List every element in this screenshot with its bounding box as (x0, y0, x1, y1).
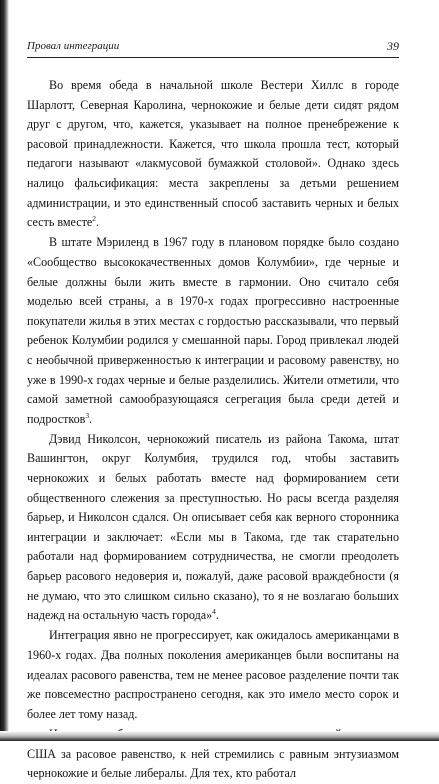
running-header (27, 39, 399, 58)
page-edge-shadow (0, 0, 9, 741)
paragraph-text: В штате Мэриленд в 1967 году в плановом порядке было создано «Сообщество высококачественных домов Колумбии», где черные и белые должны были жить вместе в гармонии. Оно считало себя моделью всей страны, а в 1970-х годах прогрессивно настроенные покупатели жилья в этих местах с гордостью рассказывали, что первый ребенок Колумбии родился у смешанной пары. Город привлекал людей с необычной приверженностью к интеграции и расовому равенству, но уже в 1990-х годах черные и белые разделились. Жители отметили, что самой заметной самообразующаяся сегрегация была среди детей и подростков (27, 235, 399, 426)
footnote-marker: 3 (85, 410, 90, 420)
page-bottom-shadow (0, 731, 439, 741)
paragraph-text: Интеграция явно не прогрессирует, как ожидалось американцами в 1960-х годах. Два полных поколения американцев были воспитаны на идеалах расового равенства, тем не менее расовое разделение почти так же повсеместно распространено сегодня, как это имело место сорок и более лет тому назад. (27, 628, 399, 721)
paragraph-text: США за расовое равенство, к ней стремились с равным энтузиазмом чернокожие и белые либералы. Для тех, кто работал (27, 746, 399, 781)
running-title: Провал интеграции (27, 40, 120, 52)
paragraph-tail: . (215, 608, 219, 623)
paragraph (27, 233, 399, 429)
paragraph-tail: . (89, 411, 93, 426)
paragraph-text: Дэвид Николсон, чернокожий писатель из района Такома, штат Вашингтон, округ Колумбия, трудился год, чтобы заставить чернокожих и белых работать вместе над формированием сети общественного слежения за преступностью. Но расы всегда разделяя барьер, и Николсон сдался. Он описывает себя как верного сторонника интеграции и заключает: «Если мы в Такома, где так старательно работали над формированием сотрудничества, не смогли преодолеть барьер расового недоверия и, пожалуй, даже расовой враждебности (я не думаю, что это слишком сильно сказано), то я не возлагаю больших надежд на остальную часть города» (27, 431, 399, 623)
paragraph-tail: . (95, 215, 100, 230)
paragraph-text: Во время обеда в начальной школе Вестери Хиллс в городе Шарлотт, Северная Каролина, чернокожие и белые дети сидят рядом друг с другом, что, кажется, указывает на полное пренебрежение к расовой принадлежности. Кажется, что школа прошла тест, который педагоги называют «лакмусовой бумажкой столовой». Однако здесь налицо фальсификация: места закреплены за детьми решением администрации, и это единственный способ заставить черных и белых сесть вместе (27, 78, 399, 230)
paragraph (27, 76, 399, 233)
page-number: 39 (387, 39, 399, 53)
footnote-marker: 2 (92, 214, 96, 224)
body-text (27, 76, 399, 784)
paragraph (27, 430, 399, 626)
footnote-marker: 4 (212, 607, 216, 617)
paragraph (27, 626, 399, 724)
